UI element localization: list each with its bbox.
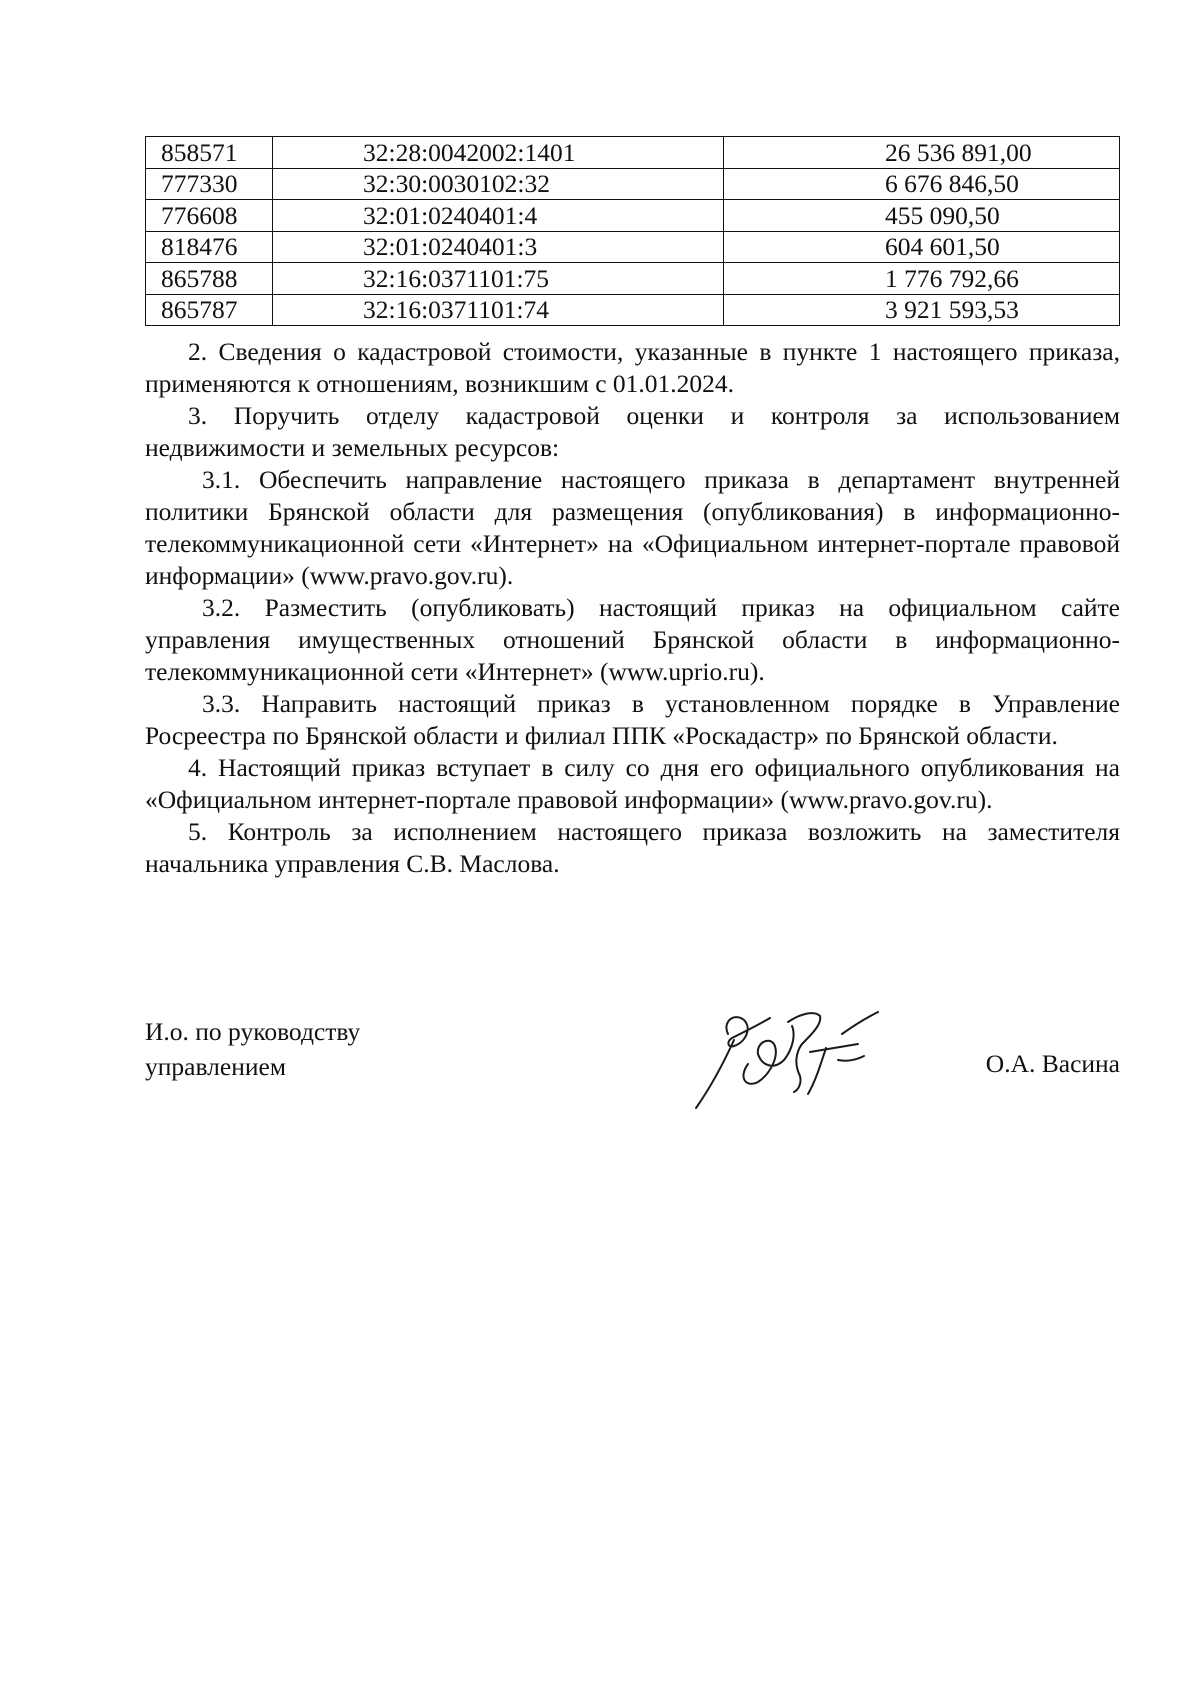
order-body: [145, 336, 1120, 880]
paragraph-3-2: 3.2. Разместить (опубликовать) настоящий приказ на официальном сайте управления имущественных отношений Брянской области в информационно-телекоммуникационной сети «Интернет» (www.uprio.ru).: [145, 593, 1120, 686]
cadastral-value: 6 676 846,50: [724, 168, 1120, 200]
object-number: 777330: [146, 168, 273, 200]
cadastral-number: 32:01:0240401:4: [273, 200, 724, 232]
paragraph-3-3: 3.3. Направить настоящий приказ в установленном порядке в Управление Росреестра по Брянской области и филиал ППК «Роскадастр» по Брянской области.: [145, 689, 1120, 750]
cadastral-value: 455 090,50: [724, 200, 1120, 232]
signatory-position: [145, 1014, 360, 1084]
table-row: [146, 294, 1120, 326]
cadastral-number: 32:30:0030102:32: [273, 168, 724, 200]
table-row: [146, 200, 1120, 232]
cadastral-value: 3 921 593,53: [724, 294, 1120, 326]
cadastral-value-table: [145, 136, 1120, 326]
object-number: 858571: [146, 137, 273, 169]
paragraph-3: 3. Поручить отделу кадастровой оценки и контроля за использованием недвижимости и земельных ресурсов:: [145, 401, 1120, 462]
paragraph-3-1: 3.1. Обеспечить направление настоящего приказа в департамент внутренней политики Брянской области для размещения (опубликования) в информационно-телекоммуникационной сети «Интернет» на «Официальном интернет-портале правовой информации» (www.pravo.gov.ru).: [145, 465, 1120, 590]
table-row: [146, 137, 1120, 169]
position-line-2: управлением: [145, 1052, 286, 1081]
table-row: [146, 263, 1120, 295]
object-number: 776608: [146, 200, 273, 232]
paragraph-5: 5. Контроль за исполнением настоящего приказа возложить на заместителя начальника управления С.В. Маслова.: [145, 817, 1120, 878]
cadastral-number: 32:16:0371101:75: [273, 263, 724, 295]
paragraph-4: 4. Настоящий приказ вступает в силу со дня его официального опубликования на «Официальном интернет-портале правовой информации» (www.pravo.gov.ru).: [145, 753, 1120, 814]
cadastral-number: 32:28:0042002:1401: [273, 137, 724, 169]
handwritten-signature: [688, 1004, 898, 1114]
table-row: [146, 168, 1120, 200]
object-number: 865787: [146, 294, 273, 326]
cadastral-number: 32:16:0371101:74: [273, 294, 724, 326]
paragraph-2: 2. Сведения о кадастровой стоимости, указанные в пункте 1 настоящего приказа, применяются к отношениям, возникшим с 01.01.2024.: [145, 337, 1120, 398]
cadastral-value: 26 536 891,00: [724, 137, 1120, 169]
cadastral-value: 604 601,50: [724, 231, 1120, 263]
position-line-1: И.о. по руководству: [145, 1017, 361, 1046]
signatory-name: О.А. Васина: [985, 1049, 1120, 1078]
object-number: 818476: [146, 231, 273, 263]
object-number: 865788: [146, 263, 273, 295]
table-row: [146, 231, 1120, 263]
cadastral-value: 1 776 792,66: [724, 263, 1120, 295]
cadastral-number: 32:01:0240401:3: [273, 231, 724, 263]
